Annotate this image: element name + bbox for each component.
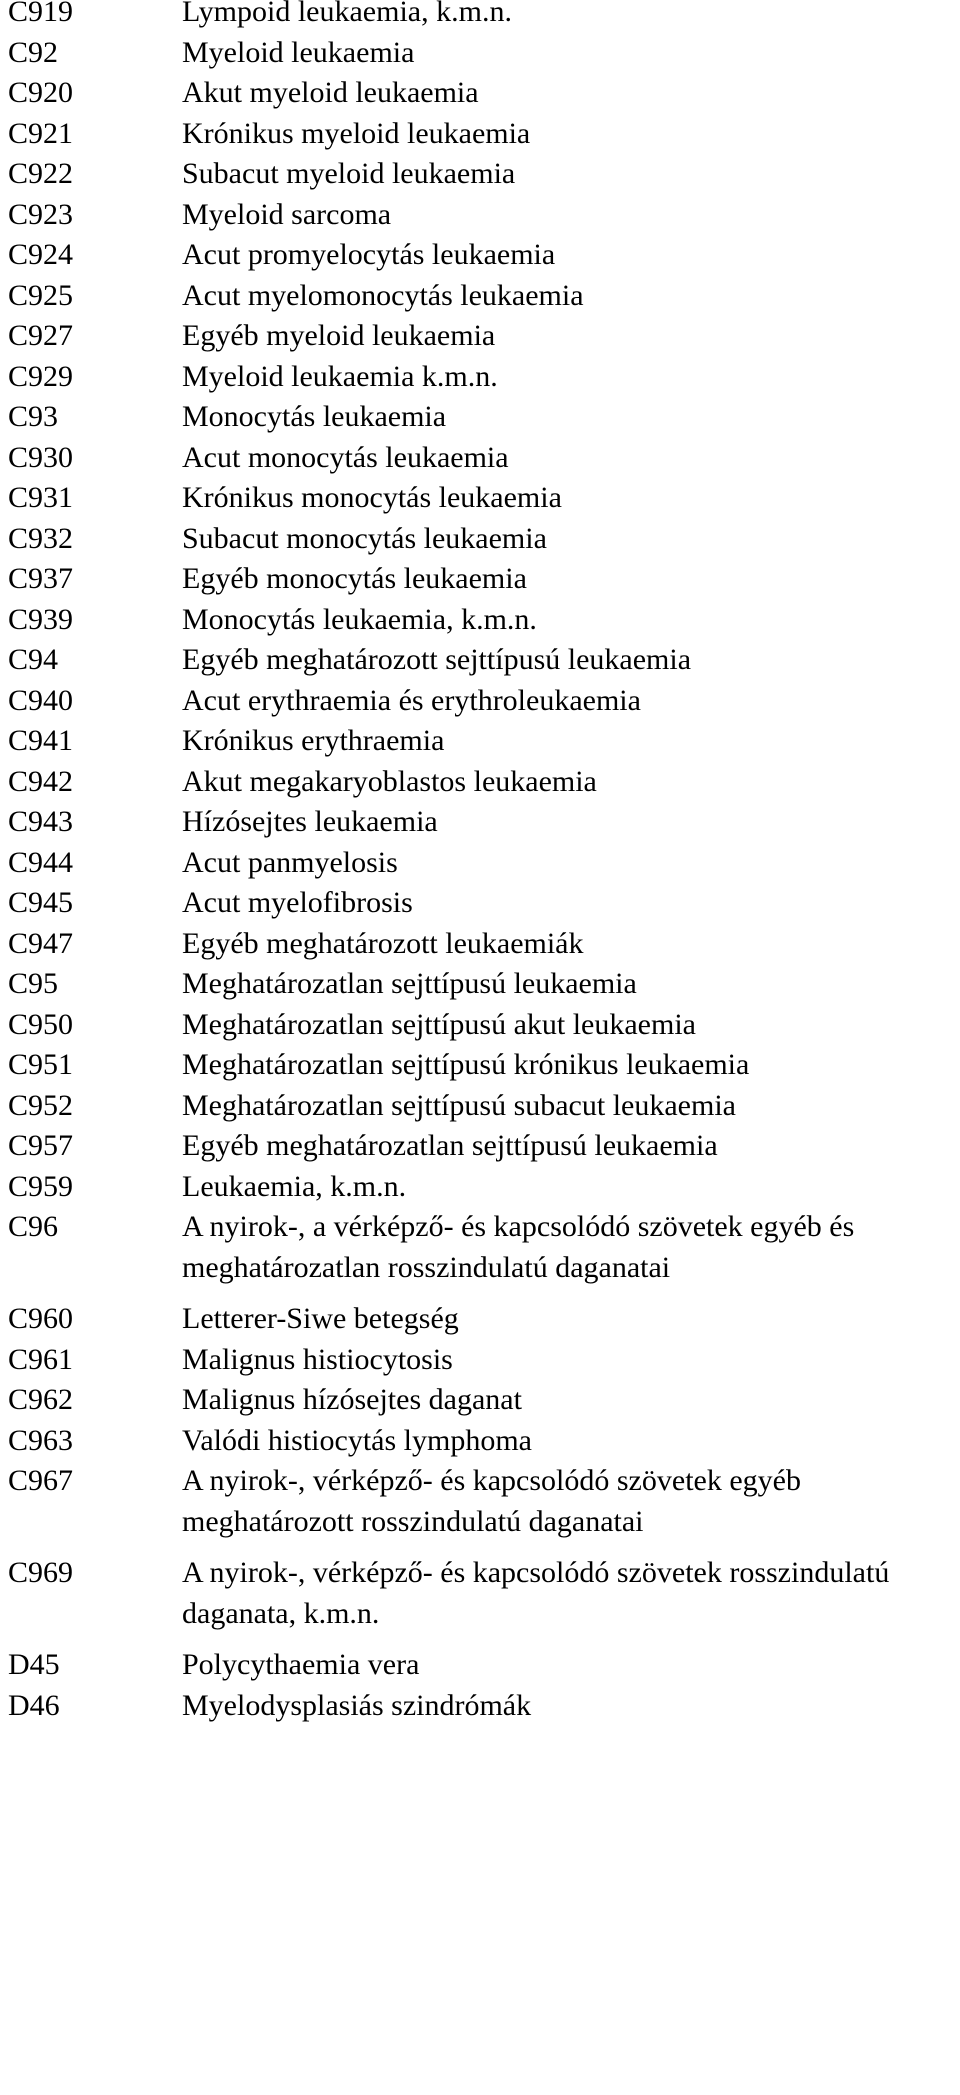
diagnosis-code: C920 xyxy=(8,76,74,109)
list-item xyxy=(8,33,958,74)
diagnosis-description: A nyirok-, vérképző- és kapcsolódó szövetek rosszindulatú daganata, k.m.n. xyxy=(182,1556,890,1630)
list-item xyxy=(8,1645,958,1686)
diagnosis-description: Krónikus erythraemia xyxy=(182,724,445,757)
diagnosis-code: C932 xyxy=(8,521,74,555)
diagnosis-code: C925 xyxy=(8,278,74,312)
list-item xyxy=(8,397,958,438)
diagnosis-description: Acut myelofibrosis xyxy=(182,886,413,919)
list-item xyxy=(8,0,958,33)
diagnosis-code: C959 xyxy=(8,1169,74,1203)
diagnosis-description: Meghatározatlan sejttípusú subacut leukaemia xyxy=(182,1088,736,1122)
list-item xyxy=(8,1045,958,1086)
diagnosis-code: C92 xyxy=(8,35,59,69)
list-item xyxy=(8,114,958,155)
diagnosis-description: Myeloid sarcoma xyxy=(182,197,392,231)
list-item xyxy=(8,1299,958,1340)
diagnosis-code: C941 xyxy=(8,724,74,757)
diagnosis-code: C962 xyxy=(8,1383,74,1416)
diagnosis-code: C940 xyxy=(8,683,74,717)
diagnosis-description: Krónikus monocytás leukaemia xyxy=(182,481,562,514)
diagnosis-description: Egyéb meghatározatlan sejttípusú leukaemia xyxy=(182,1129,718,1162)
diagnosis-description: Acut monocytás leukaemia xyxy=(182,440,509,474)
diagnosis-code: C931 xyxy=(8,481,74,514)
list-item xyxy=(8,1686,958,1727)
diagnosis-code: C961 xyxy=(8,1342,74,1376)
diagnosis-code: C924 xyxy=(8,238,74,271)
list-item xyxy=(8,316,958,357)
diagnosis-code: C927 xyxy=(8,319,74,352)
diagnosis-description: Myeloid leukaemia k.m.n. xyxy=(182,359,498,393)
diagnosis-code: C947 xyxy=(8,926,74,960)
diagnosis-code: C952 xyxy=(8,1088,74,1122)
list-item xyxy=(8,721,958,762)
list-item xyxy=(8,559,958,600)
diagnosis-description: Malignus histiocytosis xyxy=(182,1342,453,1376)
list-item xyxy=(8,843,958,884)
diagnosis-code: C94 xyxy=(8,643,59,676)
diagnosis-code: C921 xyxy=(8,116,74,150)
list-item xyxy=(8,478,958,519)
diagnosis-code: C943 xyxy=(8,805,74,838)
diagnosis-description: Meghatározatlan sejttípusú akut leukaemia xyxy=(182,1007,696,1041)
list-item xyxy=(8,681,958,722)
diagnosis-description: Egyéb monocytás leukaemia xyxy=(182,562,527,595)
diagnosis-code: C937 xyxy=(8,562,74,595)
list-item xyxy=(8,73,958,114)
diagnosis-code: C919 xyxy=(8,0,74,28)
list-item xyxy=(8,1167,958,1208)
list-item xyxy=(8,519,958,560)
diagnosis-description: Myelodysplasiás szindrómák xyxy=(182,1688,532,1722)
diagnosis-description: A nyirok-, a vérképző- és kapcsolódó szövetek egyéb és meghatározatlan rosszindulatú daganatai xyxy=(182,1210,855,1284)
diagnosis-description: Monocytás leukaemia xyxy=(182,400,447,433)
diagnosis-description: Lympoid leukaemia, k.m.n. xyxy=(182,0,512,28)
list-item xyxy=(8,235,958,276)
diagnosis-description: Acut panmyelosis xyxy=(182,845,398,879)
list-item xyxy=(8,640,958,681)
diagnosis-description: Acut promyelocytás leukaemia xyxy=(182,238,556,271)
diagnosis-description: Subacut myeloid leukaemia xyxy=(182,157,516,190)
diagnosis-description: Meghatározatlan sejttípusú leukaemia xyxy=(182,967,637,1000)
diagnosis-code: D45 xyxy=(8,1648,60,1681)
diagnosis-description: Monocytás leukaemia, k.m.n. xyxy=(182,602,537,636)
list-item xyxy=(8,924,958,965)
diagnosis-code: C960 xyxy=(8,1302,74,1335)
diagnosis-code: C939 xyxy=(8,602,74,636)
list-item xyxy=(8,276,958,317)
diagnosis-description: Krónikus myeloid leukaemia xyxy=(182,116,531,150)
diagnosis-description: Myeloid leukaemia xyxy=(182,35,415,69)
list-item xyxy=(8,1421,958,1462)
list-item xyxy=(8,802,958,843)
list-item xyxy=(8,1380,958,1421)
list-item xyxy=(8,195,958,236)
diagnosis-description: Hízósejtes leukaemia xyxy=(182,805,438,838)
list-item xyxy=(8,438,958,479)
diagnosis-code: C96 xyxy=(8,1210,59,1243)
diagnosis-code: C95 xyxy=(8,967,59,1000)
list-item xyxy=(8,883,958,924)
diagnosis-code: C942 xyxy=(8,764,74,798)
diagnosis-description: Letterer-Siwe betegség xyxy=(182,1302,459,1335)
diagnosis-code: C969 xyxy=(8,1556,74,1589)
diagnosis-description: Polycythaemia vera xyxy=(182,1648,420,1681)
diagnosis-description: Akut megakaryoblastos leukaemia xyxy=(182,764,597,798)
diagnosis-description: Valódi histiocytás lymphoma xyxy=(182,1423,532,1457)
list-item xyxy=(8,1461,958,1553)
diagnosis-code: C944 xyxy=(8,845,74,879)
list-item xyxy=(8,1086,958,1127)
list-item xyxy=(8,1005,958,1046)
diagnosis-description: Akut myeloid leukaemia xyxy=(182,76,479,109)
list-item xyxy=(8,154,958,195)
diagnosis-description: Egyéb myeloid leukaemia xyxy=(182,319,496,352)
diagnosis-code: C963 xyxy=(8,1423,74,1457)
diagnosis-description: A nyirok-, vérképző- és kapcsolódó szövetek egyéb meghatározott rosszindulatú daganatai xyxy=(182,1464,801,1538)
diagnosis-description: Acut erythraemia és erythroleukaemia xyxy=(182,683,641,717)
diagnosis-description: Egyéb meghatározott sejttípusú leukaemia xyxy=(182,643,692,676)
diagnosis-code: C93 xyxy=(8,400,59,433)
diagnosis-description: Leukaemia, k.m.n. xyxy=(182,1169,407,1203)
list-item xyxy=(8,762,958,803)
diagnosis-code: D46 xyxy=(8,1688,60,1722)
list-item xyxy=(8,964,958,1005)
diagnosis-code: C929 xyxy=(8,359,74,393)
diagnosis-code: C923 xyxy=(8,197,74,231)
diagnosis-code: C967 xyxy=(8,1464,74,1497)
list-item xyxy=(8,1126,958,1167)
diagnosis-description: Egyéb meghatározott leukaemiák xyxy=(182,926,584,960)
diagnosis-description: Malignus hízósejtes daganat xyxy=(182,1383,522,1416)
list-item xyxy=(8,1207,958,1299)
diagnosis-code: C951 xyxy=(8,1048,74,1081)
diagnosis-code: C930 xyxy=(8,440,74,474)
diagnosis-description: Subacut monocytás leukaemia xyxy=(182,521,547,555)
list-item xyxy=(8,600,958,641)
list-item xyxy=(8,1553,958,1645)
diagnosis-code: C957 xyxy=(8,1129,74,1162)
list-item xyxy=(8,357,958,398)
list-item xyxy=(8,1340,958,1381)
code-list xyxy=(8,0,958,1726)
diagnosis-code: C922 xyxy=(8,157,74,190)
diagnosis-code: C945 xyxy=(8,886,74,919)
diagnosis-code: C950 xyxy=(8,1007,74,1041)
diagnosis-description: Acut myelomonocytás leukaemia xyxy=(182,278,584,312)
diagnosis-description: Meghatározatlan sejttípusú krónikus leukaemia xyxy=(182,1048,750,1081)
